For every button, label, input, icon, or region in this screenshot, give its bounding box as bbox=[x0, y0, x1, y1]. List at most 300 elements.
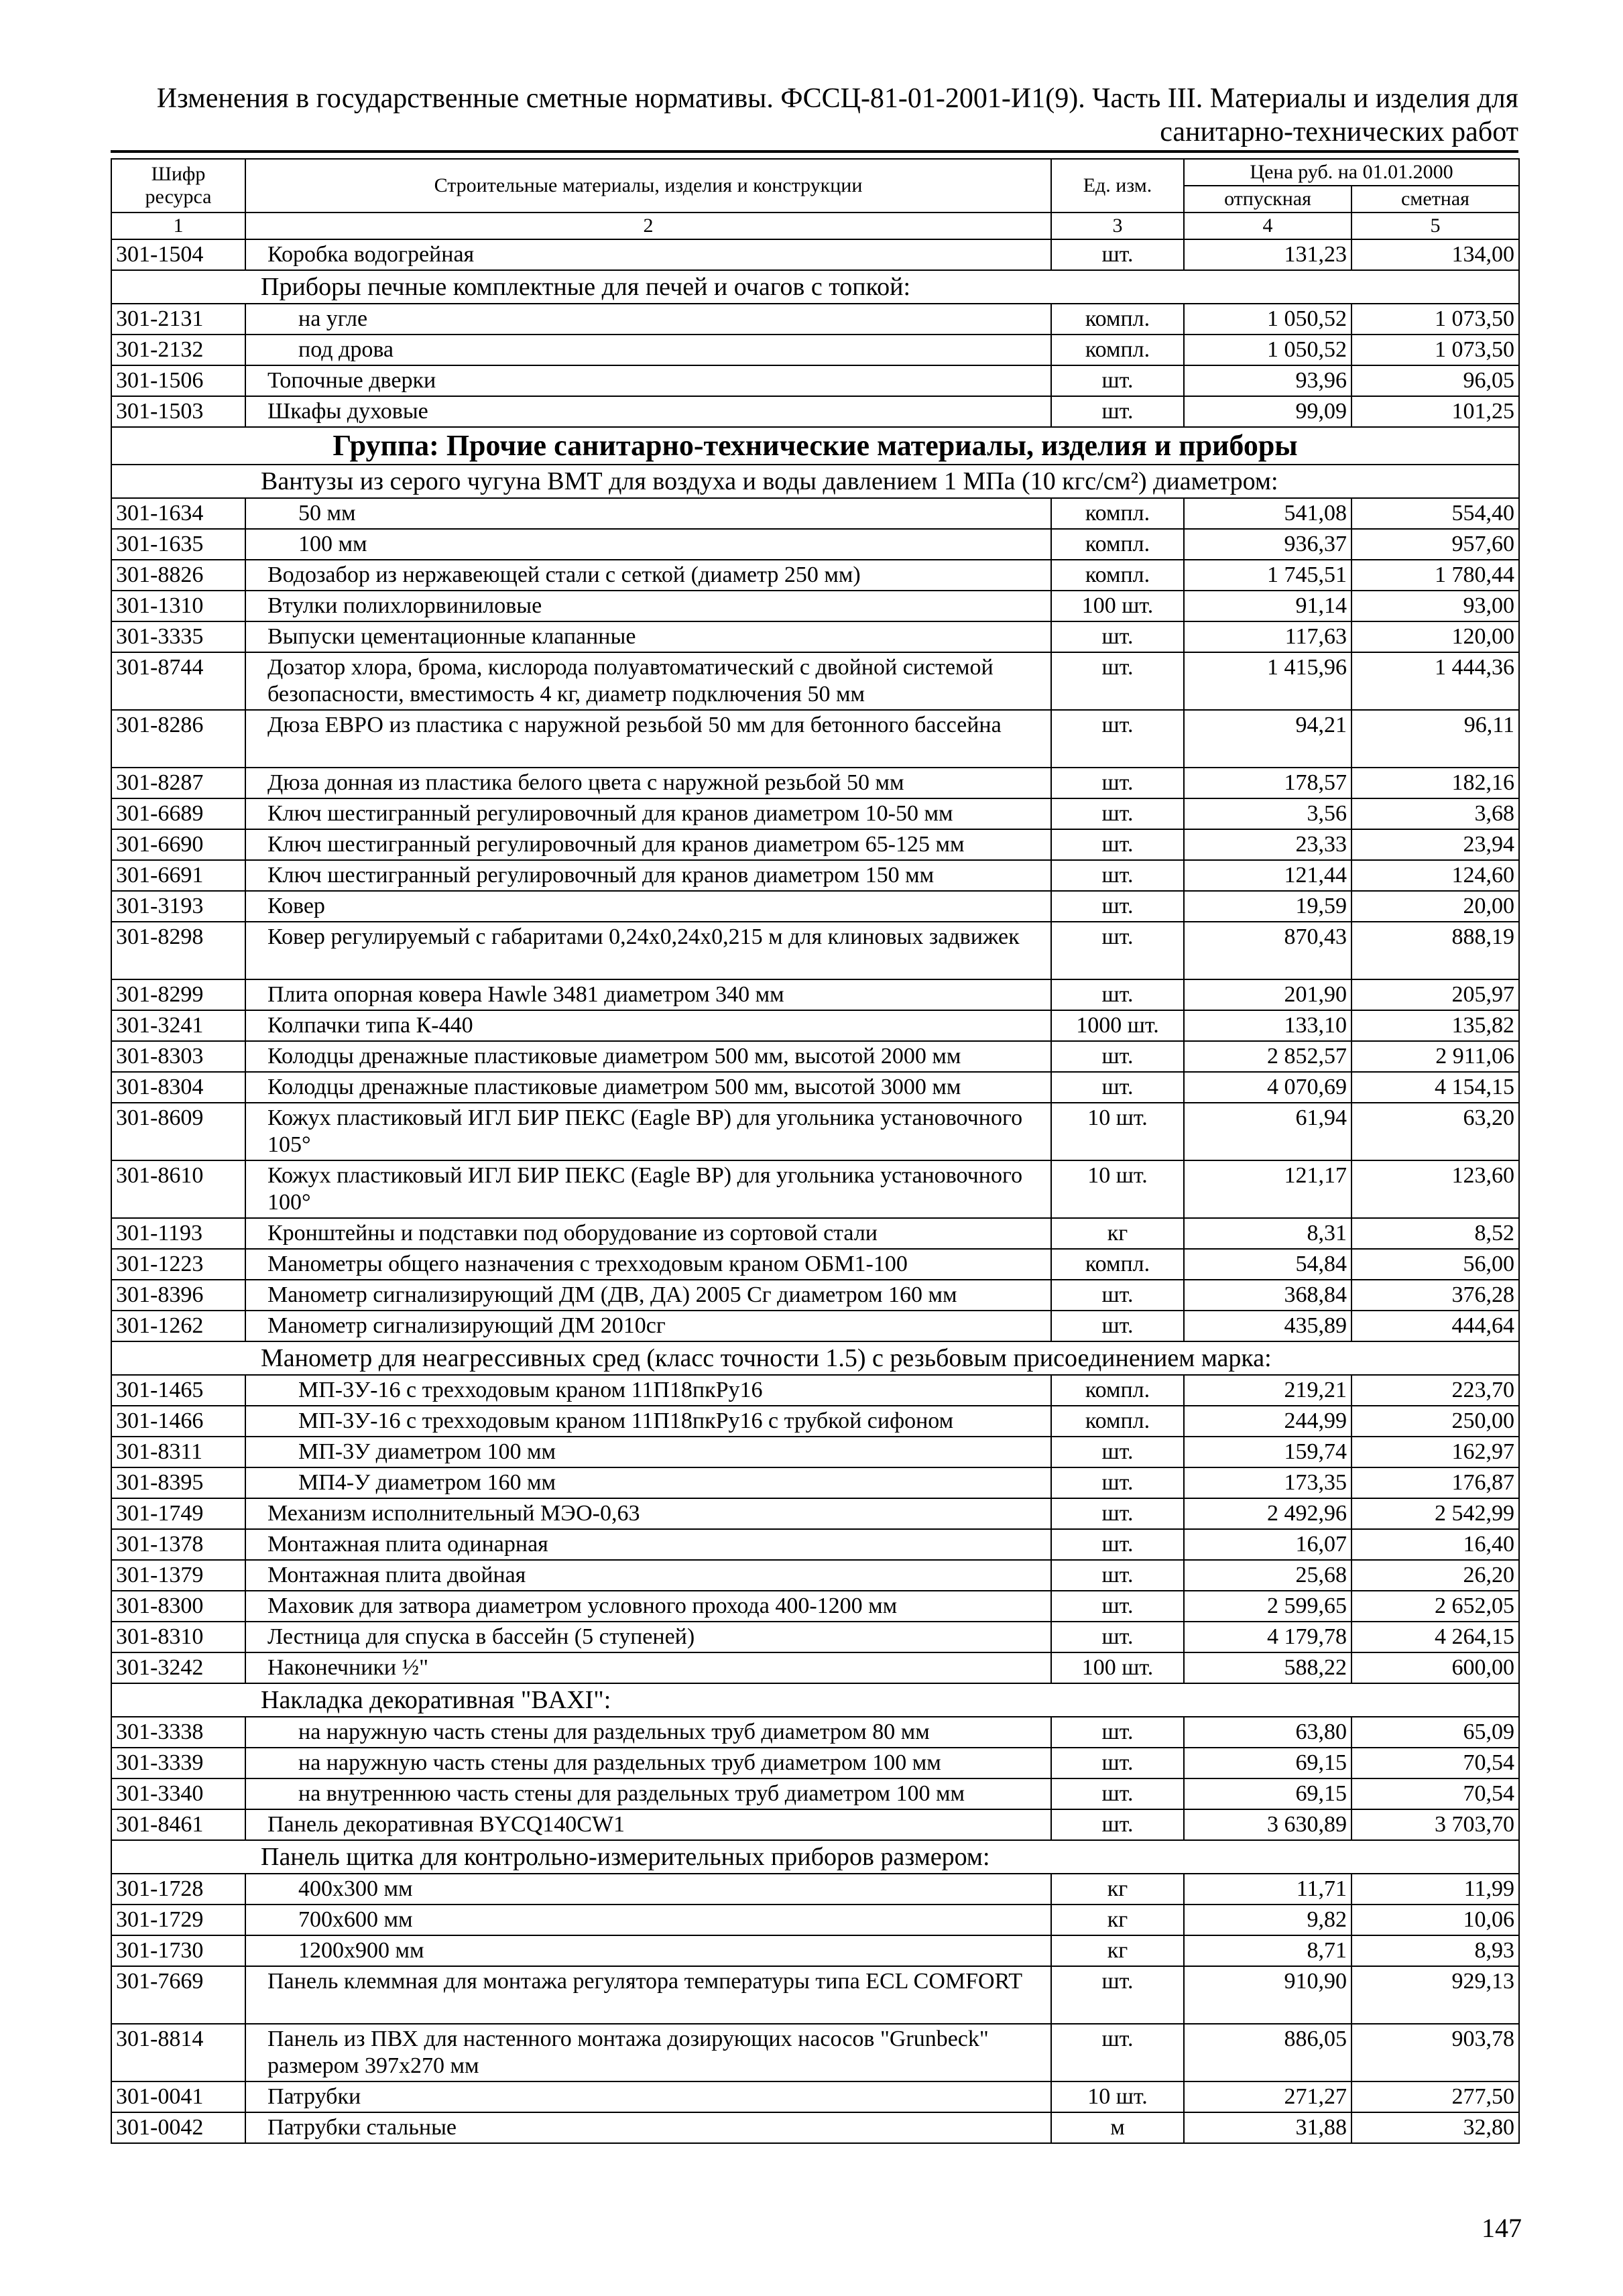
resource-code: 301-1506 bbox=[111, 365, 245, 396]
release-price: 3 630,89 bbox=[1184, 1809, 1351, 1840]
section-heading-row bbox=[111, 1840, 1519, 1874]
estimate-price: 1 073,50 bbox=[1351, 304, 1519, 335]
release-price: 131,23 bbox=[1184, 239, 1351, 270]
unit-of-measure: шт. bbox=[1051, 829, 1184, 860]
estimate-price: 65,09 bbox=[1351, 1717, 1519, 1748]
unit-of-measure: шт. bbox=[1051, 1966, 1184, 2024]
release-price: 133,10 bbox=[1184, 1010, 1351, 1041]
table-row bbox=[111, 1748, 1519, 1778]
material-name: Коробка водогрейная bbox=[245, 239, 1051, 270]
resource-code: 301-6690 bbox=[111, 829, 245, 860]
release-price: 16,07 bbox=[1184, 1529, 1351, 1560]
unit-of-measure: 100 шт. bbox=[1051, 591, 1184, 621]
table-row bbox=[111, 1529, 1519, 1560]
release-price: 159,74 bbox=[1184, 1437, 1351, 1467]
estimate-price: 56,00 bbox=[1351, 1249, 1519, 1280]
table-row bbox=[111, 1717, 1519, 1748]
estimate-price: 176,87 bbox=[1351, 1467, 1519, 1498]
release-price: 54,84 bbox=[1184, 1249, 1351, 1280]
resource-code: 301-8744 bbox=[111, 652, 245, 710]
material-name: Лестница для спуска в бассейн (5 ступеней) bbox=[245, 1622, 1051, 1652]
estimate-price: 70,54 bbox=[1351, 1778, 1519, 1809]
release-price: 541,08 bbox=[1184, 498, 1351, 529]
estimate-price: 16,40 bbox=[1351, 1529, 1519, 1560]
release-price: 588,22 bbox=[1184, 1652, 1351, 1683]
release-price: 3,56 bbox=[1184, 798, 1351, 829]
estimate-price: 3 703,70 bbox=[1351, 1809, 1519, 1840]
unit-of-measure: м bbox=[1051, 2112, 1184, 2143]
release-price: 23,33 bbox=[1184, 829, 1351, 860]
estimate-price: 600,00 bbox=[1351, 1652, 1519, 1683]
release-price: 1 050,52 bbox=[1184, 335, 1351, 365]
material-name: Ковер регулируемый с габаритами 0,24х0,24х0,215 м для клиновых задвижек bbox=[245, 922, 1051, 979]
estimate-price: 96,05 bbox=[1351, 365, 1519, 396]
estimate-price: 205,97 bbox=[1351, 979, 1519, 1010]
resource-code: 301-8396 bbox=[111, 1280, 245, 1311]
table-row bbox=[111, 1280, 1519, 1311]
release-price: 11,71 bbox=[1184, 1874, 1351, 1905]
table-row bbox=[111, 304, 1519, 335]
unit-of-measure: 100 шт. bbox=[1051, 1652, 1184, 1683]
material-name: на наружную часть стены для раздельных труб диаметром 100 мм bbox=[245, 1748, 1051, 1778]
table-row bbox=[111, 710, 1519, 768]
release-price: 173,35 bbox=[1184, 1467, 1351, 1498]
section-heading-row bbox=[111, 270, 1519, 304]
resource-code: 301-8826 bbox=[111, 560, 245, 591]
table-row bbox=[111, 1218, 1519, 1249]
table-row bbox=[111, 1905, 1519, 1935]
table-row bbox=[111, 621, 1519, 652]
resource-code: 301-8310 bbox=[111, 1622, 245, 1652]
estimate-price: 8,52 bbox=[1351, 1218, 1519, 1249]
unit-of-measure: шт. bbox=[1051, 922, 1184, 979]
estimate-price: 182,16 bbox=[1351, 768, 1519, 798]
release-price: 93,96 bbox=[1184, 365, 1351, 396]
material-name: Водозабор из нержавеющей стали с сеткой (диаметр 250 мм) bbox=[245, 560, 1051, 591]
col-header-code: Шифр ресурса bbox=[111, 159, 245, 213]
resource-code: 301-1465 bbox=[111, 1375, 245, 1406]
table-row bbox=[111, 1874, 1519, 1905]
material-name: Патрубки стальные bbox=[245, 2112, 1051, 2143]
estimate-price: 903,78 bbox=[1351, 2024, 1519, 2081]
release-price: 219,21 bbox=[1184, 1375, 1351, 1406]
table-row bbox=[111, 335, 1519, 365]
release-price: 8,31 bbox=[1184, 1218, 1351, 1249]
release-price: 910,90 bbox=[1184, 1966, 1351, 2024]
col-number-1: 1 bbox=[111, 213, 245, 239]
estimate-price: 10,06 bbox=[1351, 1905, 1519, 1935]
resource-code: 301-3335 bbox=[111, 621, 245, 652]
estimate-price: 70,54 bbox=[1351, 1748, 1519, 1778]
release-price: 94,21 bbox=[1184, 710, 1351, 768]
col-header-unit: Ед. изм. bbox=[1051, 159, 1184, 213]
page-header bbox=[111, 82, 1518, 149]
col-header-price: Цена руб. на 01.01.2000 bbox=[1184, 159, 1519, 186]
unit-of-measure: шт. bbox=[1051, 1467, 1184, 1498]
unit-of-measure: шт. bbox=[1051, 710, 1184, 768]
material-name: Выпуски цементационные клапанные bbox=[245, 621, 1051, 652]
release-price: 69,15 bbox=[1184, 1778, 1351, 1809]
table-row bbox=[111, 1622, 1519, 1652]
release-price: 117,63 bbox=[1184, 621, 1351, 652]
unit-of-measure: компл. bbox=[1051, 1375, 1184, 1406]
release-price: 91,14 bbox=[1184, 591, 1351, 621]
material-name: Ковер bbox=[245, 891, 1051, 922]
group-heading: Группа: Прочие санитарно-технические материалы, изделия и приборы bbox=[111, 427, 1519, 465]
table-row bbox=[111, 798, 1519, 829]
release-price: 870,43 bbox=[1184, 922, 1351, 979]
unit-of-measure: шт. bbox=[1051, 1778, 1184, 1809]
table-row bbox=[111, 1560, 1519, 1591]
table-row bbox=[111, 1311, 1519, 1341]
table-row bbox=[111, 1249, 1519, 1280]
unit-of-measure: шт. bbox=[1051, 2024, 1184, 2081]
table-row bbox=[111, 560, 1519, 591]
material-name: Наконечники ½" bbox=[245, 1652, 1051, 1683]
unit-of-measure: 10 шт. bbox=[1051, 1160, 1184, 1218]
release-price: 31,88 bbox=[1184, 2112, 1351, 2143]
release-price: 121,17 bbox=[1184, 1160, 1351, 1218]
resource-code: 301-8303 bbox=[111, 1041, 245, 1072]
table-row bbox=[111, 1652, 1519, 1683]
table-row bbox=[111, 1437, 1519, 1467]
resource-code: 301-8311 bbox=[111, 1437, 245, 1467]
material-name: Топочные дверки bbox=[245, 365, 1051, 396]
estimate-price: 888,19 bbox=[1351, 922, 1519, 979]
unit-of-measure: компл. bbox=[1051, 304, 1184, 335]
release-price: 2 492,96 bbox=[1184, 1498, 1351, 1529]
table-row bbox=[111, 1966, 1519, 2024]
material-name: Манометры общего назначения с трехходовым краном ОБМ1-100 bbox=[245, 1249, 1051, 1280]
release-price: 886,05 bbox=[1184, 2024, 1351, 2081]
material-name: Колодцы дренажные пластиковые диаметром 500 мм, высотой 2000 мм bbox=[245, 1041, 1051, 1072]
release-price: 61,94 bbox=[1184, 1103, 1351, 1160]
material-name: Кожух пластиковый ИГЛ БИР ПЕКС (Eagle BP) для угольника установочного 100° bbox=[245, 1160, 1051, 1218]
material-name: Колодцы дренажные пластиковые диаметром 500 мм, высотой 3000 мм bbox=[245, 1072, 1051, 1103]
unit-of-measure: компл. bbox=[1051, 529, 1184, 560]
release-price: 8,71 bbox=[1184, 1935, 1351, 1966]
material-name: Монтажная плита двойная bbox=[245, 1560, 1051, 1591]
section-heading: Накладка декоративная "BAXI": bbox=[111, 1683, 1519, 1717]
unit-of-measure: компл. bbox=[1051, 560, 1184, 591]
resource-code: 301-8461 bbox=[111, 1809, 245, 1840]
material-name: Панель клеммная для монтажа регулятора температуры типа ECL COMFORT bbox=[245, 1966, 1051, 2024]
table-row bbox=[111, 860, 1519, 891]
unit-of-measure: шт. bbox=[1051, 1717, 1184, 1748]
estimate-price: 957,60 bbox=[1351, 529, 1519, 560]
header-line-2: санитарно-технических работ bbox=[1160, 117, 1518, 147]
table-row bbox=[111, 2024, 1519, 2081]
table-row bbox=[111, 1778, 1519, 1809]
resource-code: 301-6689 bbox=[111, 798, 245, 829]
table-row bbox=[111, 529, 1519, 560]
section-heading: Панель щитка для контрольно-измерительных приборов размером: bbox=[111, 1840, 1519, 1874]
estimate-price: 2 542,99 bbox=[1351, 1498, 1519, 1529]
unit-of-measure: шт. bbox=[1051, 1560, 1184, 1591]
release-price: 2 852,57 bbox=[1184, 1041, 1351, 1072]
resource-code: 301-2131 bbox=[111, 304, 245, 335]
material-name: Дозатор хлора, брома, кислорода полуавтоматический с двойной системой безопасности, вместимость 4 кг, диаметр подключения 50 мм bbox=[245, 652, 1051, 710]
material-name: под дрова bbox=[245, 335, 1051, 365]
unit-of-measure: шт. bbox=[1051, 891, 1184, 922]
estimate-price: 1 780,44 bbox=[1351, 560, 1519, 591]
estimate-price: 4 154,15 bbox=[1351, 1072, 1519, 1103]
material-name: Ключ шестигранный регулировочный для кранов диаметром 10-50 мм bbox=[245, 798, 1051, 829]
unit-of-measure: шт. bbox=[1051, 365, 1184, 396]
col-number-3: 3 bbox=[1051, 213, 1184, 239]
material-name: Ключ шестигранный регулировочный для кранов диаметром 150 мм bbox=[245, 860, 1051, 891]
material-name: 400х300 мм bbox=[245, 1874, 1051, 1905]
material-name: Панель декоративная BYCQ140CW1 bbox=[245, 1809, 1051, 1840]
release-price: 63,80 bbox=[1184, 1717, 1351, 1748]
material-name: на наружную часть стены для раздельных труб диаметром 80 мм bbox=[245, 1717, 1051, 1748]
col-number-2: 2 bbox=[245, 213, 1051, 239]
estimate-price: 8,93 bbox=[1351, 1935, 1519, 1966]
resource-code: 301-3242 bbox=[111, 1652, 245, 1683]
material-name: Колпачки типа К-440 bbox=[245, 1010, 1051, 1041]
material-name: МП-3У-16 с трехходовым краном 11П18пкРу16 bbox=[245, 1375, 1051, 1406]
unit-of-measure: шт. bbox=[1051, 1041, 1184, 1072]
resource-code: 301-8610 bbox=[111, 1160, 245, 1218]
unit-of-measure: шт. bbox=[1051, 621, 1184, 652]
resource-code: 301-8286 bbox=[111, 710, 245, 768]
table-row bbox=[111, 1375, 1519, 1406]
estimate-price: 11,99 bbox=[1351, 1874, 1519, 1905]
unit-of-measure: шт. bbox=[1051, 860, 1184, 891]
estimate-price: 2 911,06 bbox=[1351, 1041, 1519, 1072]
table-row bbox=[111, 1467, 1519, 1498]
price-table bbox=[111, 158, 1520, 2144]
unit-of-measure: шт. bbox=[1051, 396, 1184, 427]
release-price: 19,59 bbox=[1184, 891, 1351, 922]
material-name: Манометр сигнализирующий ДМ 2010сг bbox=[245, 1311, 1051, 1341]
estimate-price: 1 444,36 bbox=[1351, 652, 1519, 710]
estimate-price: 123,60 bbox=[1351, 1160, 1519, 1218]
estimate-price: 162,97 bbox=[1351, 1437, 1519, 1467]
unit-of-measure: шт. bbox=[1051, 768, 1184, 798]
estimate-price: 4 264,15 bbox=[1351, 1622, 1519, 1652]
material-name: 700х600 мм bbox=[245, 1905, 1051, 1935]
section-heading: Вантузы из серого чугуна ВМТ для воздуха и воды давлением 1 МПа (10 кгс/см²) диаметром: bbox=[111, 465, 1519, 498]
unit-of-measure: компл. bbox=[1051, 1249, 1184, 1280]
resource-code: 301-1730 bbox=[111, 1935, 245, 1966]
table-row bbox=[111, 891, 1519, 922]
section-heading-row bbox=[111, 465, 1519, 498]
page-number: 147 bbox=[1482, 2213, 1522, 2243]
estimate-price: 2 652,05 bbox=[1351, 1591, 1519, 1622]
material-name: Кронштейны и подставки под оборудование из сортовой стали bbox=[245, 1218, 1051, 1249]
estimate-price: 1 073,50 bbox=[1351, 335, 1519, 365]
estimate-price: 277,50 bbox=[1351, 2081, 1519, 2112]
unit-of-measure: шт. bbox=[1051, 1072, 1184, 1103]
resource-code: 301-8304 bbox=[111, 1072, 245, 1103]
table-row bbox=[111, 498, 1519, 529]
table-row bbox=[111, 1809, 1519, 1840]
resource-code: 301-8814 bbox=[111, 2024, 245, 2081]
unit-of-measure: шт. bbox=[1051, 1280, 1184, 1311]
unit-of-measure: шт. bbox=[1051, 1591, 1184, 1622]
material-name: Кожух пластиковый ИГЛ БИР ПЕКС (Eagle BP) для угольника установочного 105° bbox=[245, 1103, 1051, 1160]
material-name: Плита опорная ковера Hawle 3481 диаметром 340 мм bbox=[245, 979, 1051, 1010]
table-row bbox=[111, 239, 1519, 270]
table-row bbox=[111, 1072, 1519, 1103]
estimate-price: 101,25 bbox=[1351, 396, 1519, 427]
estimate-price: 23,94 bbox=[1351, 829, 1519, 860]
estimate-price: 134,00 bbox=[1351, 239, 1519, 270]
material-name: МП4-У диаметром 160 мм bbox=[245, 1467, 1051, 1498]
unit-of-measure: шт. bbox=[1051, 1311, 1184, 1341]
section-heading-row bbox=[111, 1341, 1519, 1375]
resource-code: 301-1262 bbox=[111, 1311, 245, 1341]
resource-code: 301-1728 bbox=[111, 1874, 245, 1905]
resource-code: 301-1635 bbox=[111, 529, 245, 560]
unit-of-measure: шт. bbox=[1051, 1622, 1184, 1652]
release-price: 4 179,78 bbox=[1184, 1622, 1351, 1652]
resource-code: 301-8299 bbox=[111, 979, 245, 1010]
table-row bbox=[111, 1041, 1519, 1072]
unit-of-measure: кг bbox=[1051, 1905, 1184, 1935]
table-row bbox=[111, 365, 1519, 396]
table-row bbox=[111, 396, 1519, 427]
resource-code: 301-3340 bbox=[111, 1778, 245, 1809]
header-line-1: Изменения в государственные сметные нормативы. ФССЦ-81-01-2001-И1(9). Часть III. Материалы и изделия для bbox=[156, 83, 1518, 114]
section-heading: Приборы печные комплектные для печей и очагов с топкой: bbox=[111, 270, 1519, 304]
col-header-release: отпускная bbox=[1184, 186, 1351, 213]
unit-of-measure: кг bbox=[1051, 1218, 1184, 1249]
material-name: 100 мм bbox=[245, 529, 1051, 560]
material-name: Ключ шестигранный регулировочный для кранов диаметром 65-125 мм bbox=[245, 829, 1051, 860]
resource-code: 301-1504 bbox=[111, 239, 245, 270]
estimate-price: 376,28 bbox=[1351, 1280, 1519, 1311]
resource-code: 301-3241 bbox=[111, 1010, 245, 1041]
unit-of-measure: шт. bbox=[1051, 798, 1184, 829]
release-price: 4 070,69 bbox=[1184, 1072, 1351, 1103]
material-name: Монтажная плита одинарная bbox=[245, 1529, 1051, 1560]
resource-code: 301-1729 bbox=[111, 1905, 245, 1935]
table-row bbox=[111, 2112, 1519, 2143]
resource-code: 301-3193 bbox=[111, 891, 245, 922]
resource-code: 301-8298 bbox=[111, 922, 245, 979]
resource-code: 301-1378 bbox=[111, 1529, 245, 1560]
resource-code: 301-1749 bbox=[111, 1498, 245, 1529]
resource-code: 301-7669 bbox=[111, 1966, 245, 2024]
unit-of-measure: компл. bbox=[1051, 1406, 1184, 1437]
table-row bbox=[111, 1498, 1519, 1529]
unit-of-measure: кг bbox=[1051, 1874, 1184, 1905]
estimate-price: 124,60 bbox=[1351, 860, 1519, 891]
material-name: Шкафы духовые bbox=[245, 396, 1051, 427]
unit-of-measure: шт. bbox=[1051, 1498, 1184, 1529]
unit-of-measure: шт. bbox=[1051, 1437, 1184, 1467]
unit-of-measure: компл. bbox=[1051, 335, 1184, 365]
material-name: Патрубки bbox=[245, 2081, 1051, 2112]
unit-of-measure: шт. bbox=[1051, 979, 1184, 1010]
release-price: 25,68 bbox=[1184, 1560, 1351, 1591]
material-name: на внутреннюю часть стены для раздельных труб диаметром 100 мм bbox=[245, 1778, 1051, 1809]
estimate-price: 32,80 bbox=[1351, 2112, 1519, 2143]
resource-code: 301-2132 bbox=[111, 335, 245, 365]
unit-of-measure: шт. bbox=[1051, 652, 1184, 710]
release-price: 244,99 bbox=[1184, 1406, 1351, 1437]
table-row bbox=[111, 829, 1519, 860]
estimate-price: 250,00 bbox=[1351, 1406, 1519, 1437]
unit-of-measure: кг bbox=[1051, 1935, 1184, 1966]
estimate-price: 93,00 bbox=[1351, 591, 1519, 621]
release-price: 121,44 bbox=[1184, 860, 1351, 891]
unit-of-measure: шт. bbox=[1051, 1748, 1184, 1778]
material-name: 1200х900 мм bbox=[245, 1935, 1051, 1966]
material-name: Механизм исполнительный МЭО-0,63 bbox=[245, 1498, 1051, 1529]
section-heading: Манометр для неагрессивных сред (класс точности 1.5) с резьбовым присоединением марка: bbox=[111, 1341, 1519, 1375]
release-price: 99,09 bbox=[1184, 396, 1351, 427]
estimate-price: 135,82 bbox=[1351, 1010, 1519, 1041]
table-row bbox=[111, 1010, 1519, 1041]
material-name: на угле bbox=[245, 304, 1051, 335]
table-row bbox=[111, 1935, 1519, 1966]
resource-code: 301-0042 bbox=[111, 2112, 245, 2143]
release-price: 2 599,65 bbox=[1184, 1591, 1351, 1622]
release-price: 1 415,96 bbox=[1184, 652, 1351, 710]
estimate-price: 96,11 bbox=[1351, 710, 1519, 768]
col-header-estimate: сметная bbox=[1351, 186, 1519, 213]
estimate-price: 3,68 bbox=[1351, 798, 1519, 829]
table-row bbox=[111, 1160, 1519, 1218]
release-price: 368,84 bbox=[1184, 1280, 1351, 1311]
material-name: Втулки полихлорвиниловые bbox=[245, 591, 1051, 621]
material-name: Панель из ПВХ для настенного монтажа дозирующих насосов "Grunbeck" размером 397х270 мм bbox=[245, 2024, 1051, 2081]
estimate-price: 20,00 bbox=[1351, 891, 1519, 922]
table-body bbox=[111, 239, 1519, 2143]
release-price: 271,27 bbox=[1184, 2081, 1351, 2112]
resource-code: 301-1503 bbox=[111, 396, 245, 427]
material-name: Дюза ЕВРО из пластика с наружной резьбой 50 мм для бетонного бассейна bbox=[245, 710, 1051, 768]
col-number-5: 5 bbox=[1351, 213, 1519, 239]
table-row bbox=[111, 1103, 1519, 1160]
unit-of-measure: 10 шт. bbox=[1051, 1103, 1184, 1160]
resource-code: 301-1379 bbox=[111, 1560, 245, 1591]
release-price: 1 745,51 bbox=[1184, 560, 1351, 591]
release-price: 69,15 bbox=[1184, 1748, 1351, 1778]
unit-of-measure: шт. bbox=[1051, 1529, 1184, 1560]
table-row bbox=[111, 768, 1519, 798]
release-price: 435,89 bbox=[1184, 1311, 1351, 1341]
release-price: 1 050,52 bbox=[1184, 304, 1351, 335]
unit-of-measure: шт. bbox=[1051, 1809, 1184, 1840]
resource-code: 301-3339 bbox=[111, 1748, 245, 1778]
table-row bbox=[111, 591, 1519, 621]
unit-of-measure: 10 шт. bbox=[1051, 2081, 1184, 2112]
resource-code: 301-1223 bbox=[111, 1249, 245, 1280]
resource-code: 301-8300 bbox=[111, 1591, 245, 1622]
material-name: 50 мм bbox=[245, 498, 1051, 529]
material-name: Маховик для затвора диаметром условного прохода 400-1200 мм bbox=[245, 1591, 1051, 1622]
group-heading-row bbox=[111, 427, 1519, 465]
col-number-4: 4 bbox=[1184, 213, 1351, 239]
table-row bbox=[111, 2081, 1519, 2112]
estimate-price: 554,40 bbox=[1351, 498, 1519, 529]
resource-code: 301-0041 bbox=[111, 2081, 245, 2112]
release-price: 9,82 bbox=[1184, 1905, 1351, 1935]
estimate-price: 26,20 bbox=[1351, 1560, 1519, 1591]
table-row bbox=[111, 652, 1519, 710]
resource-code: 301-1466 bbox=[111, 1406, 245, 1437]
section-heading-row bbox=[111, 1683, 1519, 1717]
unit-of-measure: шт. bbox=[1051, 239, 1184, 270]
header-rule bbox=[111, 150, 1518, 153]
material-name: Манометр сигнализирующий ДМ (ДВ, ДА) 2005 Сг диаметром 160 мм bbox=[245, 1280, 1051, 1311]
resource-code: 301-8395 bbox=[111, 1467, 245, 1498]
estimate-price: 120,00 bbox=[1351, 621, 1519, 652]
